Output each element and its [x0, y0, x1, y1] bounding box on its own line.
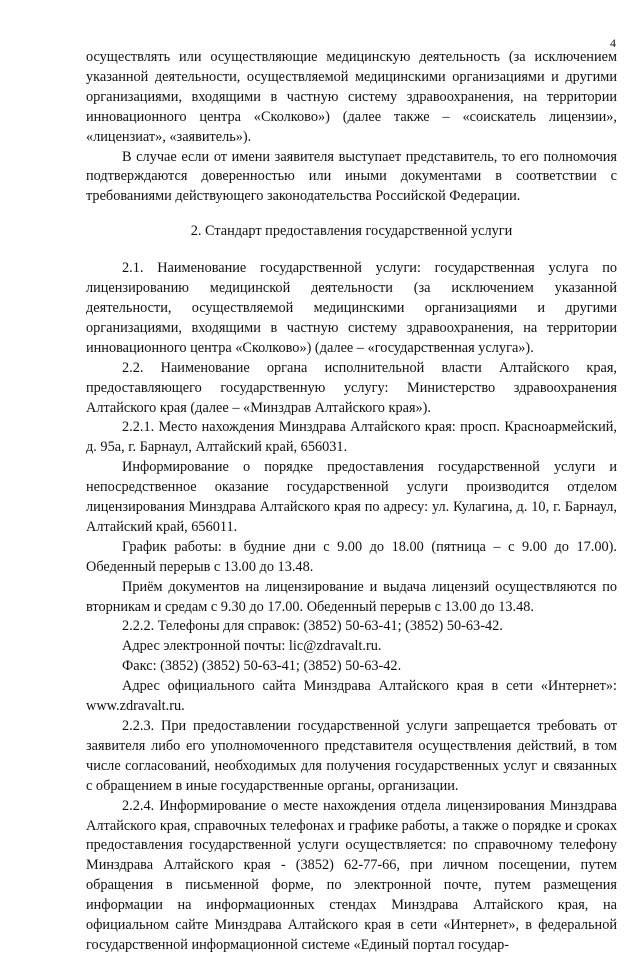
page-number: 4 — [610, 36, 616, 50]
paragraph-2-2: 2.2. Наименование органа исполнительной власти Алтайского края, предоставляющего государственную услугу: Министерство здравоохранения Алтайского края (далее – «Минздрав Алтайского края»). — [86, 359, 617, 416]
paragraph-informing: Информирование о порядке предоставления государственной услуги и непосредственное оказание государственной услуги производится отделом лицензирования Минздрава Алтайского края по адресу: ул. Кулагина, д. 10, г. Барнаул, Алтайский край, 656011. — [86, 459, 617, 535]
paragraph-2-2-4: 2.2.4. Информирование о месте нахождения отдела лицензирования Минздрава Алтайского края, справочных телефонах и графике работы, а также о порядке и сроках предоставления государственной услуги осуществляется: по справочному телефону Минздрава Алтайского края - (3852) 62-77-66, при личном посещении, путем обращения в письменной форме, по электронной почте, путем размещения информации на информационных стендах Минздрава Алтайского края, на официальном сайте Минздрава Алтайского края в сети «Интернет», в федеральной государственной информационной системе «Единый портал государ- — [86, 797, 617, 953]
paragraph-work-schedule: График работы: в будние дни с 9.00 до 18.00 (пятница – с 9.00 до 17.00). Обеденный перерыв с 13.00 до 13.48. — [86, 538, 617, 575]
intro-paragraph-continued: осуществлять или осуществляющие медицинскую деятельность (за исключением указанной деятельности, осуществляемой медицинскими организациями и другими организациями, входящими в частную систему здравоохранения, на территории инновационного центра «Сколково») (далее также – «соискатель лицензии», «лицензиат», «заявитель»). — [86, 49, 617, 145]
paragraph-reception-hours: Приём документов на лицензирование и выдача лицензий осуществляются по вторникам и средам с 9.30 до 17.00. Обеденный перерыв с 13.00 до 13.48. — [86, 578, 617, 615]
paragraph-website: Адрес официального сайта Минздрава Алтайского края в сети «Интернет»: www.zdravalt.ru. — [86, 678, 617, 715]
paragraph-fax: Факс: (3852) (3852) 50-63-41; (3852) 50-63-42. — [122, 658, 402, 675]
paragraph-2-2-2-phones: 2.2.2. Телефоны для справок: (3852) 50-63-41; (3852) 50-63-42. — [122, 618, 503, 635]
section-title: 2. Стандарт предоставления государственной услуги — [190, 223, 513, 240]
intro-paragraph-representative: В случае если от имени заявителя выступает представитель, то его полномочия подтверждаются доверенностью или иными документами в соответствии с требованиями действующего законодательства Российской Федерации. — [86, 148, 617, 205]
page-content — [86, 48, 617, 956]
paragraph-2-2-1: 2.2.1. Место нахождения Минздрава Алтайского края: просп. Красноармейский, д. 95а, г. Барнаул, Алтайский край, 656031. — [86, 419, 617, 456]
paragraph-email: Адрес электронной почты: lic@zdravalt.ru. — [122, 638, 382, 655]
paragraph-2-1: 2.1. Наименование государственной услуги: государственная услуга по лицензированию медицинской деятельности (за исключением указанной деятельности, осуществляемой медицинскими организациями и другими организациями, входящими в частную систему здравоохранения, на территории инновационного центра «Сколково») (далее – «государственная услуга»). — [86, 260, 617, 356]
paragraph-2-2-3: 2.2.3. При предоставлении государственной услуги запрещается требовать от заявителя либо его уполномоченного представителя осуществления действий, в том числе согласований, необходимых для получения государственных услуг и связанных с обращением в иные государственные органы, организации. — [86, 718, 617, 794]
